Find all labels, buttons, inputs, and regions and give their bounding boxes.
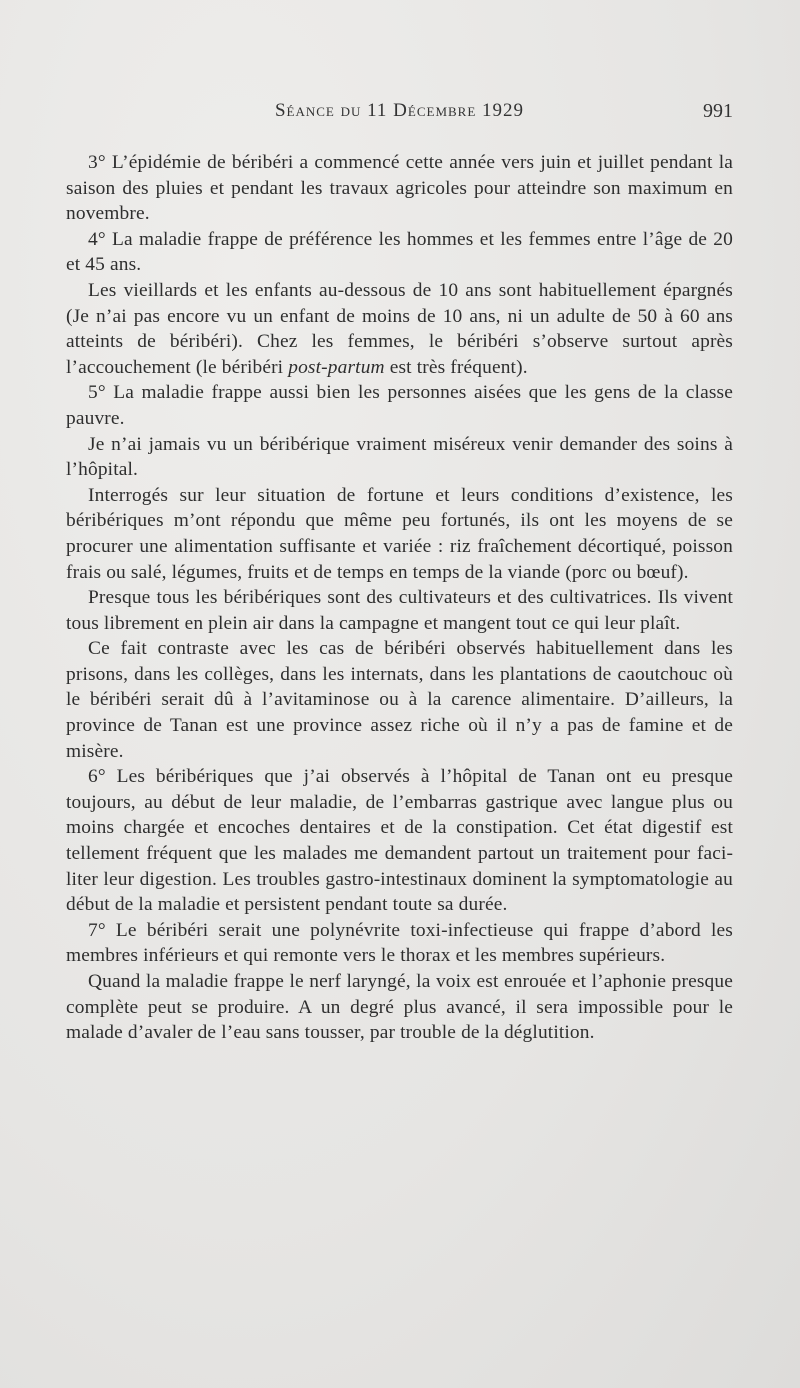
page-number: 991 — [703, 100, 733, 122]
paragraph-contrast: Ce fait contraste avec les cas de béribéri observés habituellement dans les prisons, dans les collèges, dans les internats, dans les plantations de caoutchouc où le béribéri serait dû à l’avitaminose ou à la carence alimentaire. D’ailleurs, la province de Tanan est une province assez riche où il n’y a pas de famine et de misère. — [66, 638, 733, 762]
paragraph-4: 4° La maladie frappe de préférence les hommes et les femmes entre l’âge de 20 et 45 ans. — [66, 228, 733, 276]
paragraph-text-after: est très fréquent). — [384, 356, 528, 378]
running-head — [66, 100, 733, 130]
paragraph-6: 6° Les béribériques que j’ai observés à l’hôpital de Tanan ont eu presque toujours, au début de leur maladie, de l’embarras gastrique avec langue plus ou moins chargée et encoches dentaires et de la constipation. Cet état digestif est tellement fréquent que les malades me demandent partout un traitement pour faciliter leur digestion. Les troubles gastro-intestinaux dominent la symptomatologie au début de la maladie et persistent pendant toute sa durée. — [66, 766, 733, 916]
italic-term: post-partum — [288, 356, 385, 378]
paragraph-7: 7° Le béribéri serait une polynévrite toxi-infectieuse qui frappe d’abord les membres inférieurs et qui remonte vers le thorax et les membres supérieurs. — [66, 919, 733, 967]
paragraph-interrogation: Interrogés sur leur situation de fortune et leurs conditions d’existence, les béribériques m’ont répondu que même peu fortunés, ils ont les moyens de se procurer une alimentation suffisante et variée : riz fraîchement décortiqué, poisson frais ou salé, légumes, fruits et de temps en temps de la viande (porc ou bœuf). — [66, 484, 733, 583]
paragraph-5: 5° La maladie frappe aussi bien les personnes aisées que les gens de la classe pauvre. — [66, 382, 733, 429]
body-text — [66, 150, 733, 1046]
paragraph-3: 3° L’épidémie de béribéri a commencé cette année vers juin et juillet pendant la saison des pluies et pendant les travaux agricoles pour atteindre son maximum en novembre. — [66, 152, 733, 225]
paragraph-text: Les vieillards et les enfants au-dessous de 10 ans sont habituellement épargnés (Je n’ai pas encore vu un enfant de moins de 10 ans, ni un adulte de 50 à 60 ans atteints de béribéri). Chez les femmes, le béribéri s’observe surtout après l’accouchement (le béribéri — [66, 279, 733, 378]
paragraph-age-exceptions — [66, 278, 733, 380]
paragraph-hospital: Je n’ai jamais vu un béribérique vraiment miséreux venir demander des soins à l’hôpital. — [66, 433, 733, 481]
running-title: Séance du 11 Décembre 1929 — [274, 100, 525, 121]
paragraph-larynx: Quand la maladie frappe le nerf laryngé, la voix est enrouée et l’aphonie presque complète peut se produire. A un degré plus avancé, il sera impossible pour le malade d’avaler de l’eau sans tousser, par trouble de la déglutition. — [66, 971, 733, 1044]
paragraph-cultivators: Presque tous les béribériques sont des cultivateurs et des cultivatrices. Ils vivent tous librement en plein air dans la campagne et mangent tout ce qui leur plaît. — [66, 587, 733, 634]
